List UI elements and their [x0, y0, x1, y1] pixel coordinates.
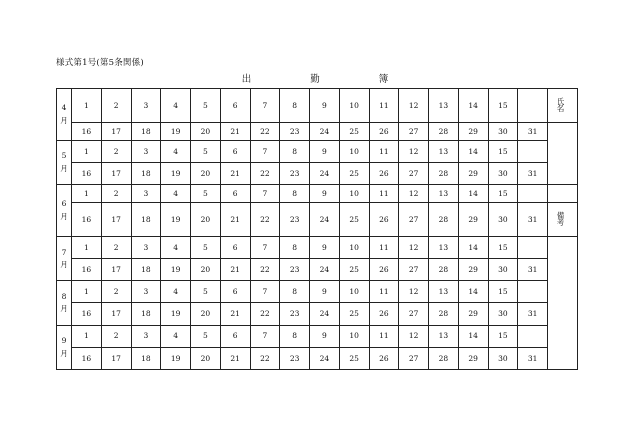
day-cell: 16 — [72, 347, 102, 369]
day-cell: 3 — [131, 236, 161, 258]
day-cell: 28 — [429, 303, 459, 325]
day-cell: 4 — [161, 140, 191, 162]
day-cell: 19 — [161, 122, 191, 140]
day-cell: 31 — [518, 203, 548, 237]
month-suffix: 月 — [60, 163, 68, 173]
month-suffix: 月 — [60, 211, 68, 221]
day-cell — [518, 236, 548, 258]
day-cell: 18 — [131, 303, 161, 325]
day-cell: 13 — [429, 325, 459, 347]
day-cell: 13 — [429, 140, 459, 162]
day-cell: 11 — [369, 185, 399, 203]
month-suffix: 月 — [60, 348, 68, 358]
month-suffix: 月 — [60, 115, 68, 125]
day-cell: 16 — [72, 162, 102, 184]
day-cell: 21 — [220, 303, 250, 325]
day-cell: 10 — [339, 89, 369, 123]
day-cell: 15 — [488, 325, 518, 347]
month-row-first-half — [57, 140, 578, 162]
day-cell: 9 — [310, 325, 340, 347]
day-cell: 5 — [191, 325, 221, 347]
day-cell: 19 — [161, 162, 191, 184]
day-cell: 20 — [191, 162, 221, 184]
day-cell: 9 — [310, 236, 340, 258]
day-cell: 18 — [131, 162, 161, 184]
day-cell: 8 — [280, 89, 310, 123]
day-cell: 18 — [131, 347, 161, 369]
day-cell: 10 — [339, 236, 369, 258]
day-cell: 29 — [458, 162, 488, 184]
month-row-second-half — [57, 303, 578, 325]
month-label — [57, 325, 72, 369]
day-cell: 25 — [339, 122, 369, 140]
day-cell: 21 — [220, 259, 250, 281]
month-row-first-half — [57, 281, 578, 303]
day-cell: 22 — [250, 303, 280, 325]
day-cell: 14 — [458, 236, 488, 258]
month-row-second-half — [57, 203, 578, 237]
day-cell: 3 — [131, 89, 161, 123]
day-cell: 16 — [72, 203, 102, 237]
day-cell: 5 — [191, 281, 221, 303]
day-cell: 20 — [191, 203, 221, 237]
day-cell: 4 — [161, 185, 191, 203]
day-cell: 12 — [399, 325, 429, 347]
day-cell: 26 — [369, 259, 399, 281]
month-suffix: 月 — [60, 304, 68, 314]
day-cell: 14 — [458, 281, 488, 303]
day-cell: 5 — [191, 185, 221, 203]
day-cell: 31 — [518, 347, 548, 369]
day-cell: 23 — [280, 203, 310, 237]
day-cell: 7 — [250, 281, 280, 303]
day-cell: 6 — [220, 281, 250, 303]
day-cell: 14 — [458, 325, 488, 347]
day-cell: 15 — [488, 185, 518, 203]
form-code: 様式第1号(第5条関係) — [56, 58, 144, 68]
day-cell: 30 — [488, 162, 518, 184]
day-cell: 3 — [131, 140, 161, 162]
day-cell: 8 — [280, 281, 310, 303]
day-cell: 10 — [339, 140, 369, 162]
day-cell: 25 — [339, 162, 369, 184]
day-cell: 29 — [458, 347, 488, 369]
day-cell: 31 — [518, 162, 548, 184]
day-cell: 6 — [220, 185, 250, 203]
day-cell: 17 — [101, 203, 131, 237]
day-cell: 27 — [399, 122, 429, 140]
name-label: 氏 名 — [548, 89, 578, 123]
day-cell: 19 — [161, 303, 191, 325]
day-cell: 6 — [220, 89, 250, 123]
month-number: 5 — [61, 151, 67, 161]
day-cell: 17 — [101, 162, 131, 184]
day-cell: 7 — [250, 325, 280, 347]
day-cell: 22 — [250, 203, 280, 237]
day-cell: 14 — [458, 89, 488, 123]
name-value-box[interactable] — [548, 122, 578, 184]
day-cell: 17 — [101, 347, 131, 369]
day-cell: 12 — [399, 89, 429, 123]
month-row-first-half — [57, 185, 578, 203]
day-cell: 25 — [339, 203, 369, 237]
day-cell — [518, 281, 548, 303]
day-cell: 7 — [250, 140, 280, 162]
day-cell: 25 — [339, 259, 369, 281]
day-cell: 6 — [220, 236, 250, 258]
day-cell: 23 — [280, 303, 310, 325]
day-cell: 15 — [488, 236, 518, 258]
title-char: 簿 — [378, 74, 389, 85]
day-cell: 20 — [191, 122, 221, 140]
day-cell: 15 — [488, 140, 518, 162]
day-cell: 26 — [369, 122, 399, 140]
day-cell: 7 — [250, 89, 280, 123]
day-cell: 4 — [161, 325, 191, 347]
day-cell: 21 — [220, 162, 250, 184]
day-cell: 13 — [429, 89, 459, 123]
day-cell: 11 — [369, 281, 399, 303]
day-cell: 17 — [101, 303, 131, 325]
day-cell: 26 — [369, 203, 399, 237]
title-char: 出 — [241, 74, 252, 85]
attendance-table — [56, 88, 578, 370]
month-label — [57, 89, 72, 141]
day-cell — [518, 185, 548, 203]
day-cell: 21 — [220, 347, 250, 369]
day-cell: 2 — [101, 185, 131, 203]
day-cell: 11 — [369, 89, 399, 123]
day-cell: 24 — [310, 162, 340, 184]
day-cell: 2 — [101, 325, 131, 347]
day-cell: 12 — [399, 140, 429, 162]
day-cell: 28 — [429, 203, 459, 237]
page-title — [0, 71, 630, 85]
day-cell: 22 — [250, 259, 280, 281]
day-cell: 5 — [191, 89, 221, 123]
day-cell: 12 — [399, 281, 429, 303]
month-number: 7 — [61, 247, 67, 257]
day-cell: 8 — [280, 325, 310, 347]
day-cell: 10 — [339, 325, 369, 347]
remarks-top-blank — [548, 185, 578, 203]
day-cell: 30 — [488, 259, 518, 281]
day-cell: 21 — [220, 203, 250, 237]
day-cell: 11 — [369, 236, 399, 258]
remarks-label: 備 考 — [548, 203, 578, 237]
day-cell: 16 — [72, 259, 102, 281]
day-cell: 16 — [72, 122, 102, 140]
month-row-first-half — [57, 325, 578, 347]
day-cell — [518, 89, 548, 123]
day-cell: 26 — [369, 347, 399, 369]
day-cell: 22 — [250, 122, 280, 140]
month-number: 8 — [61, 291, 67, 301]
day-cell: 1 — [72, 281, 102, 303]
remarks-value-box[interactable] — [548, 236, 578, 369]
day-cell: 25 — [339, 347, 369, 369]
day-cell: 8 — [280, 140, 310, 162]
day-cell: 18 — [131, 259, 161, 281]
day-cell: 20 — [191, 303, 221, 325]
day-cell: 18 — [131, 122, 161, 140]
day-cell: 9 — [310, 281, 340, 303]
day-cell: 1 — [72, 89, 102, 123]
day-cell: 17 — [101, 122, 131, 140]
month-row-first-half — [57, 89, 578, 123]
day-cell: 29 — [458, 122, 488, 140]
day-cell: 13 — [429, 236, 459, 258]
day-cell: 1 — [72, 185, 102, 203]
day-cell — [518, 325, 548, 347]
day-cell: 22 — [250, 347, 280, 369]
day-cell: 4 — [161, 281, 191, 303]
day-cell: 17 — [101, 259, 131, 281]
day-cell: 28 — [429, 122, 459, 140]
day-cell: 6 — [220, 325, 250, 347]
day-cell: 23 — [280, 347, 310, 369]
day-cell: 27 — [399, 347, 429, 369]
day-cell: 3 — [131, 325, 161, 347]
day-cell: 9 — [310, 140, 340, 162]
day-cell: 14 — [458, 140, 488, 162]
day-cell: 12 — [399, 236, 429, 258]
day-cell: 28 — [429, 347, 459, 369]
day-cell: 14 — [458, 185, 488, 203]
day-cell: 5 — [191, 140, 221, 162]
day-cell: 18 — [131, 203, 161, 237]
day-cell: 7 — [250, 236, 280, 258]
day-cell: 13 — [429, 281, 459, 303]
day-cell: 29 — [458, 203, 488, 237]
month-number: 9 — [61, 336, 67, 346]
day-cell: 7 — [250, 185, 280, 203]
month-label — [57, 281, 72, 325]
day-cell: 20 — [191, 259, 221, 281]
day-cell: 1 — [72, 140, 102, 162]
day-cell: 3 — [131, 281, 161, 303]
day-cell: 13 — [429, 185, 459, 203]
day-cell: 10 — [339, 185, 369, 203]
day-cell: 27 — [399, 303, 429, 325]
day-cell: 2 — [101, 140, 131, 162]
day-cell: 2 — [101, 236, 131, 258]
day-cell: 31 — [518, 122, 548, 140]
day-cell: 4 — [161, 236, 191, 258]
day-cell: 19 — [161, 259, 191, 281]
month-row-first-half — [57, 236, 578, 258]
day-cell: 23 — [280, 122, 310, 140]
day-cell: 6 — [220, 140, 250, 162]
day-cell: 21 — [220, 122, 250, 140]
day-cell: 9 — [310, 185, 340, 203]
day-cell: 16 — [72, 303, 102, 325]
day-cell: 5 — [191, 236, 221, 258]
day-cell: 26 — [369, 303, 399, 325]
day-cell: 26 — [369, 162, 399, 184]
day-cell: 31 — [518, 259, 548, 281]
day-cell: 11 — [369, 140, 399, 162]
month-row-second-half — [57, 162, 578, 184]
month-label — [57, 236, 72, 280]
day-cell: 29 — [458, 303, 488, 325]
day-cell: 27 — [399, 162, 429, 184]
day-cell: 30 — [488, 347, 518, 369]
day-cell: 19 — [161, 203, 191, 237]
day-cell: 1 — [72, 236, 102, 258]
month-label — [57, 140, 72, 184]
day-cell: 31 — [518, 303, 548, 325]
day-cell: 24 — [310, 122, 340, 140]
day-cell: 20 — [191, 347, 221, 369]
day-cell: 27 — [399, 259, 429, 281]
day-cell — [518, 140, 548, 162]
day-cell: 19 — [161, 347, 191, 369]
day-cell: 2 — [101, 281, 131, 303]
day-cell: 3 — [131, 185, 161, 203]
day-cell: 30 — [488, 303, 518, 325]
day-cell: 24 — [310, 303, 340, 325]
day-cell: 23 — [280, 162, 310, 184]
day-cell: 24 — [310, 203, 340, 237]
day-cell: 30 — [488, 122, 518, 140]
day-cell: 24 — [310, 347, 340, 369]
month-number: 6 — [61, 199, 67, 209]
day-cell: 25 — [339, 303, 369, 325]
day-cell: 28 — [429, 259, 459, 281]
day-cell: 24 — [310, 259, 340, 281]
day-cell: 29 — [458, 259, 488, 281]
month-row-second-half — [57, 259, 578, 281]
day-cell: 1 — [72, 325, 102, 347]
month-label — [57, 185, 72, 237]
day-cell: 9 — [310, 89, 340, 123]
day-cell: 22 — [250, 162, 280, 184]
day-cell: 28 — [429, 162, 459, 184]
month-row-second-half — [57, 347, 578, 369]
day-cell: 8 — [280, 236, 310, 258]
day-cell: 15 — [488, 89, 518, 123]
day-cell: 2 — [101, 89, 131, 123]
day-cell: 11 — [369, 325, 399, 347]
day-cell: 10 — [339, 281, 369, 303]
day-cell: 30 — [488, 203, 518, 237]
month-suffix: 月 — [60, 260, 68, 270]
day-cell: 12 — [399, 185, 429, 203]
month-row-second-half — [57, 122, 578, 140]
day-cell: 15 — [488, 281, 518, 303]
month-number: 4 — [61, 103, 67, 113]
day-cell: 23 — [280, 259, 310, 281]
day-cell: 4 — [161, 89, 191, 123]
day-cell: 8 — [280, 185, 310, 203]
day-cell: 27 — [399, 203, 429, 237]
title-char: 勤 — [310, 74, 320, 85]
